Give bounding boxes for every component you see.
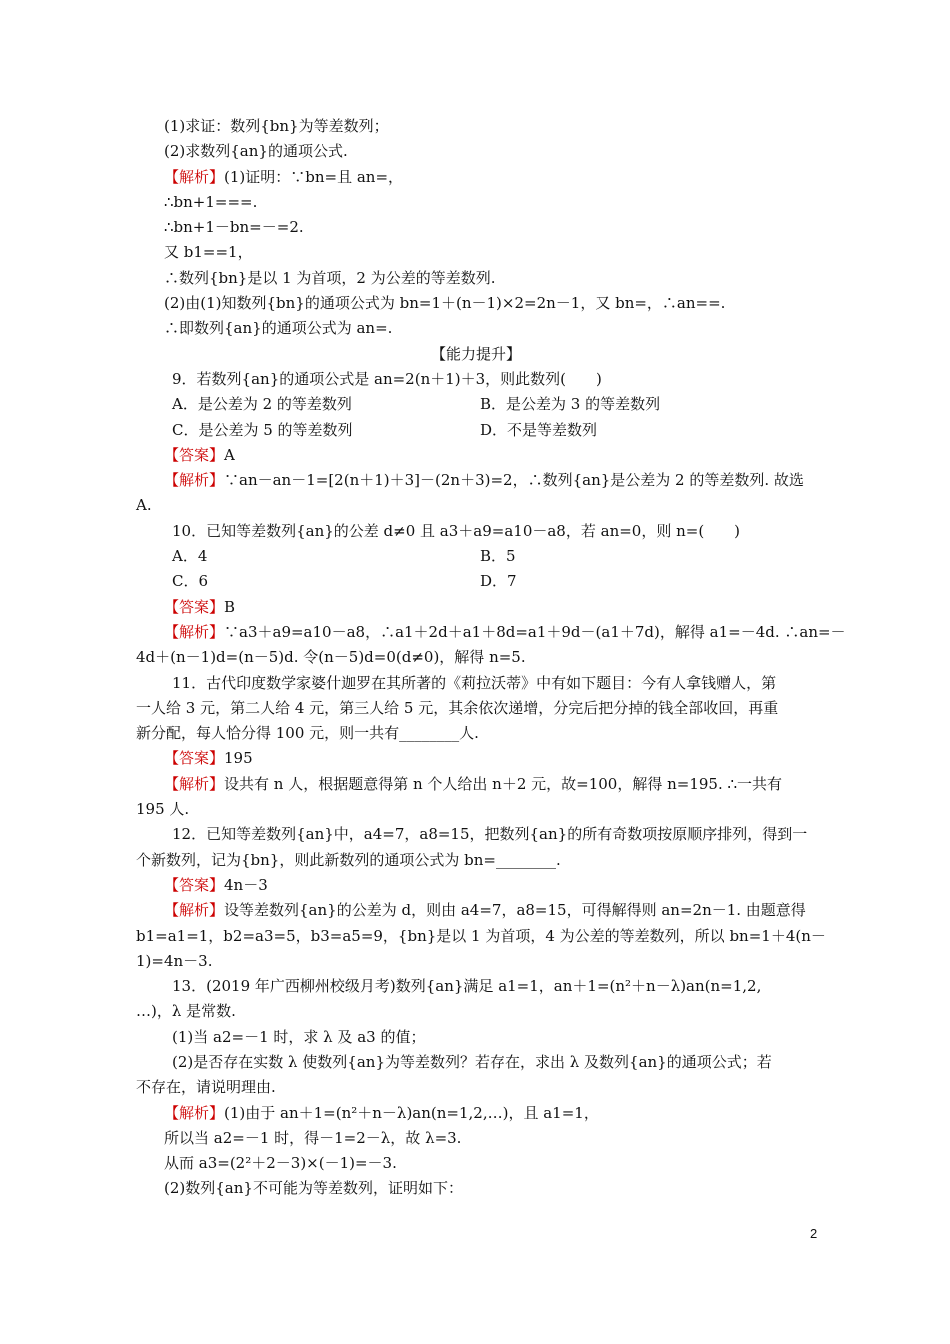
- answer-options-row: [136, 418, 816, 443]
- line-text: (2)求数列{an}的通项公式.: [164, 142, 348, 161]
- answer-option: D．7: [480, 572, 517, 591]
- line-text: (1)求证：数列{bn}为等差数列；: [164, 117, 389, 135]
- line-text: (1)证明：∵bn=且 an=，: [224, 167, 404, 186]
- answer-option: D．不是等差数列: [480, 420, 598, 439]
- text-line: [136, 620, 846, 645]
- line-text: 从而 a3=(2²＋2－3)×(－1)=－3.: [164, 1154, 397, 1173]
- text-line: [136, 898, 816, 923]
- document-body: [136, 114, 846, 1202]
- text-line: [136, 721, 816, 746]
- section-tag: 【解析】: [164, 622, 225, 641]
- line-text: B: [224, 597, 236, 616]
- text-line: [136, 266, 816, 291]
- answer-option: C．6: [172, 572, 209, 591]
- text-line: [136, 342, 816, 367]
- section-tag: 【解析】: [164, 774, 225, 793]
- line-text: 10．已知等差数列{an}的公差 d≠0 且 a3＋a9=a10－a8，若 an=0，则 n=( ): [172, 521, 741, 540]
- line-text: (2)是否存在实数 λ 使数列{an}为等差数列？若存在，求出 λ 及数列{an}的通项公式；若: [172, 1052, 772, 1071]
- text-line: [136, 1126, 816, 1151]
- text-line: [136, 519, 816, 544]
- line-text: 195 人.: [136, 800, 190, 819]
- text-line: [136, 974, 816, 999]
- line-text: ∴即数列{an}的通项公式为 an=.: [164, 319, 393, 338]
- answer-option: C．是公差为 5 的等差数列: [172, 420, 353, 439]
- text-line: [136, 139, 816, 164]
- line-text: 4n－3: [224, 875, 268, 894]
- line-text: (1)当 a2=－1 时，求 λ 及 a3 的值；: [172, 1027, 426, 1046]
- text-line: [136, 1050, 816, 1075]
- text-line: [136, 822, 816, 847]
- text-line: [136, 165, 816, 190]
- line-text: ∵an－an－1=[2(n＋1)＋3]－(2n＋3)=2，∴数列{an}是公差为 2 的等差数列. 故选: [224, 471, 804, 490]
- section-tag: 【解析】: [164, 471, 225, 490]
- line-text: 【能力提升】: [430, 344, 521, 363]
- line-text: 11．古代印度数学家婆什迦罗在其所著的《莉拉沃蒂》中有如下题目：今有人拿钱赠人，第: [172, 673, 777, 692]
- line-text: ∴bn+1－bn=－=2.: [164, 218, 304, 237]
- answer-options-row: [136, 569, 816, 594]
- section-tag: 【答案】: [164, 597, 225, 616]
- text-line: [136, 1151, 816, 1176]
- line-text: ∴bn+1===.: [164, 192, 258, 211]
- line-text: 1)=4n－3.: [136, 951, 213, 970]
- answer-option: A．是公差为 2 的等差数列: [172, 395, 352, 414]
- text-line: [136, 999, 816, 1024]
- page-number: 2: [810, 1226, 818, 1241]
- text-line: [136, 848, 816, 873]
- line-text: 12．已知等差数列{an}中，a4=7，a8=15，把数列{an}的所有奇数项按原顺序排列，得到一: [172, 825, 808, 844]
- line-text: 13．(2019 年广西柳州校级月考)数列{an}满足 a1=1，an＋1=(n²＋n－λ)an(n=1,2,: [172, 977, 762, 996]
- line-text: …)，λ 是常数.: [136, 1002, 236, 1021]
- line-text: (2)数列{an}不可能为等差数列，证明如下：: [164, 1179, 463, 1198]
- section-tag: 【解析】: [164, 1103, 225, 1122]
- text-line: [136, 215, 816, 240]
- text-line: [136, 291, 816, 316]
- line-text: A.: [136, 496, 152, 515]
- line-text: b1=a1=1，b2=a3=5，b3=a5=9，{bn}是以 1 为首项，4 为公差的等差数列，所以 bn=1＋4(n－: [136, 926, 826, 945]
- text-line: [136, 190, 816, 215]
- section-tag: 【答案】: [164, 749, 225, 768]
- text-line: [136, 240, 816, 265]
- section-tag: 【答案】: [164, 445, 225, 464]
- text-line: [136, 772, 816, 797]
- line-text: 9．若数列{an}的通项公式是 an=2(n＋1)＋3，则此数列( ): [172, 369, 602, 388]
- text-line: [136, 1101, 816, 1126]
- line-text: 又 b1==1，: [164, 243, 253, 262]
- line-text: 设共有 n 人，根据题意得第 n 个人给出 n＋2 元，故=100，解得 n=195. ∴一共有: [224, 774, 783, 793]
- line-text: 不存在，请说明理由.: [136, 1078, 276, 1097]
- text-line: [136, 468, 816, 493]
- line-text: ∴数列{bn}是以 1 为首项，2 为公差的等差数列.: [164, 268, 496, 287]
- section-tag: 【解析】: [164, 167, 225, 186]
- text-line: [136, 949, 816, 974]
- text-line: [136, 1176, 816, 1201]
- section-tag: 【解析】: [164, 901, 225, 920]
- text-line: [136, 797, 816, 822]
- text-line: [136, 873, 816, 898]
- text-line: [136, 696, 816, 721]
- line-text: 个新数列，记为{bn}，则此新数列的通项公式为 bn=________.: [136, 850, 561, 869]
- text-line: [136, 924, 826, 949]
- text-line: [136, 367, 816, 392]
- line-text: 所以当 a2=－1 时，得－1=2－λ，故 λ=3.: [164, 1128, 462, 1147]
- line-text: 4d＋(n－1)d=(n－5)d. 令(n－5)d=0(d≠0)，解得 n=5.: [136, 648, 526, 667]
- line-text: 195: [224, 749, 253, 768]
- answer-option: B．是公差为 3 的等差数列: [480, 395, 661, 414]
- line-text: (2)由(1)知数列{bn}的通项公式为 bn=1＋(n－1)×2=2n－1，又 bn=，∴an==.: [164, 294, 726, 313]
- text-line: [136, 595, 816, 620]
- line-text: A: [224, 445, 235, 464]
- answer-option: B．5: [480, 547, 516, 566]
- line-text: 一人给 3 元，第二人给 4 元，第三人给 5 元，其余依次递增，分完后把分掉的钱全部收回，再重: [136, 698, 779, 717]
- answer-options-row: [136, 544, 816, 569]
- line-text: 新分配，每人恰分得 100 元，则一共有________人.: [136, 724, 479, 743]
- text-line: [136, 671, 816, 696]
- line-text: 设等差数列{an}的公差为 d，则由 a4=7，a8=15，可得解得则 an=2n－1. 由题意得: [224, 901, 806, 920]
- line-text: ∵a3＋a9=a10－a8，∴a1＋2d＋a1＋8d=a1＋9d－(a1＋7d)，解得 a1=－4d. ∴an=－: [224, 622, 846, 641]
- answer-options-row: [136, 392, 816, 417]
- text-line: [136, 114, 816, 139]
- section-tag: 【答案】: [164, 875, 225, 894]
- text-line: [136, 443, 816, 468]
- text-line: [136, 493, 816, 518]
- text-line: [136, 1025, 816, 1050]
- text-line: [136, 316, 816, 341]
- answer-option: A．4: [172, 547, 208, 566]
- text-line: [136, 645, 816, 670]
- line-text: (1)由于 an＋1=(n²＋n－λ)an(n=1,2,…)，且 a1=1，: [224, 1103, 599, 1122]
- text-line: [136, 1075, 816, 1100]
- text-line: [136, 746, 816, 771]
